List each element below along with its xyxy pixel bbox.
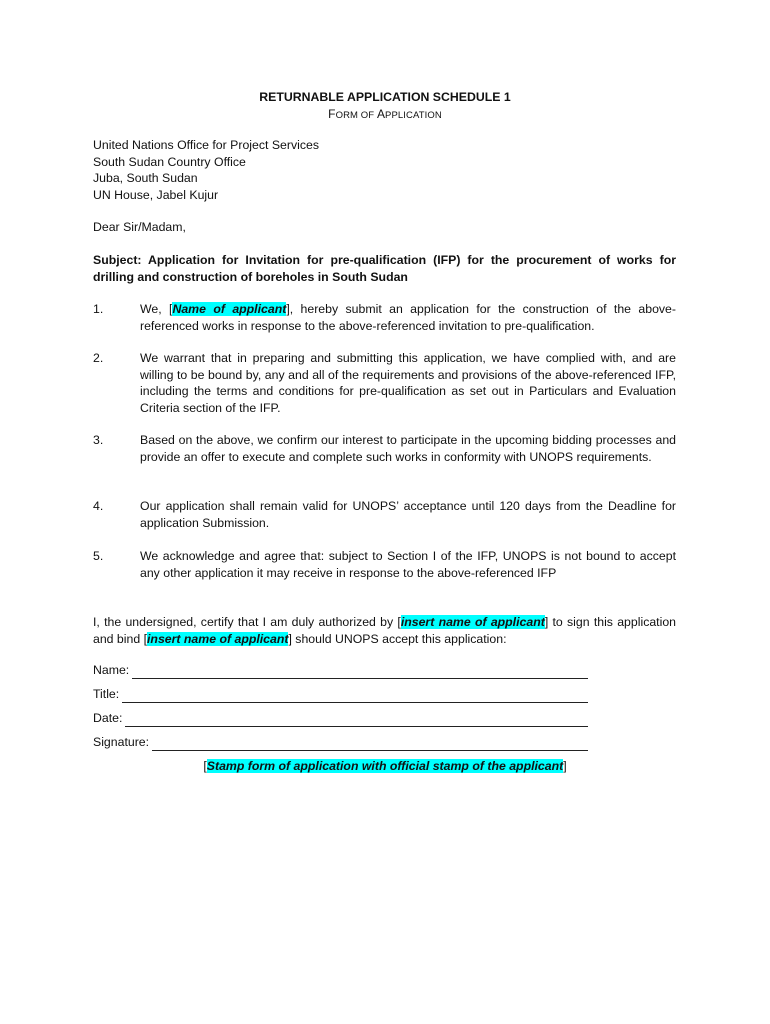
name-label: Name: <box>93 663 130 677</box>
address-line: Juba, South Sudan <box>93 171 198 185</box>
date-label: Date: <box>93 711 123 725</box>
subtitle-pplication: PPLICATION <box>385 110 442 121</box>
stamp-bracket-open: [ <box>203 759 207 773</box>
item-text: Based on the above, we confirm our interest to participate in the upcoming bidding processes and provide an offer to execute and complete such works in conformity with UNOPS requirements. <box>140 433 676 464</box>
item-text-post: ], hereby submit an application for the construction of the above-referenced works in response to the above-referenced invitation to pre-qualification. <box>140 302 676 333</box>
applicant-name-placeholder: insert name of applicant <box>400 615 545 629</box>
address-line: South Sudan Country Office <box>93 154 246 169</box>
applicant-name-placeholder: insert name of applicant <box>147 631 289 646</box>
stamp-bracket-close: ] <box>563 759 567 773</box>
title-field[interactable] <box>93 686 588 703</box>
item-text <box>140 301 676 334</box>
list-item <box>93 432 676 465</box>
list-item <box>93 498 676 531</box>
date-field[interactable] <box>93 710 588 727</box>
date-blank-line[interactable] <box>125 714 588 727</box>
certification-statement <box>93 614 676 647</box>
list-item <box>93 548 676 581</box>
item-number: 2. <box>93 351 104 365</box>
schedule-title: RETURNABLE APPLICATION SCHEDULE 1 <box>259 90 511 104</box>
item-number: 5. <box>93 549 104 563</box>
stamp-instruction <box>0 758 770 775</box>
address-line: UN House, Jabel Kujur <box>93 187 219 202</box>
form-subtitle <box>0 106 770 125</box>
applicant-name-placeholder: Name of applicant <box>172 302 287 316</box>
certify-text: I, the undersigned, certify that I am duly authorized by [ <box>93 615 401 629</box>
list-item <box>93 350 676 416</box>
stamp-placeholder: Stamp form of application with official stamp of the applicant <box>206 759 564 773</box>
item-text: Our application shall remain valid for UNOPS’ acceptance until 120 days from the Deadline for application Submission. <box>140 499 676 530</box>
title-label: Title: <box>93 687 120 701</box>
title-blank-line[interactable] <box>122 690 588 703</box>
signature-blank-line[interactable] <box>152 738 588 751</box>
signature-field[interactable] <box>93 734 588 751</box>
item-text: We warrant that in preparing and submitting this application, we have complied with, and are willing to be bound by, any and all of the requirements and provisions of the above-referenced IFP, including the terms and conditions for pre-qualification as set out in Particulars and Evaluation Criteria section of the IFP. <box>140 351 676 415</box>
item-text: We acknowledge and agree that: subject to Section I of the IFP, UNOPS is not bound to accept any other application it may receive in response to the above-referenced IFP <box>140 549 676 580</box>
name-field[interactable] <box>93 662 588 679</box>
salutation: Dear Sir/Madam, <box>93 220 186 234</box>
item-text-pre: We, [ <box>140 302 173 316</box>
list-item <box>93 301 676 334</box>
name-blank-line[interactable] <box>132 666 588 679</box>
subject-line: Subject: Application for Invitation for pre-qualification (IFP) for the procurement of works for drilling and construction of boreholes in South Sudan <box>93 253 676 284</box>
recipient-address <box>93 137 319 203</box>
subtitle-initial-a: A <box>376 107 386 121</box>
item-number: 1. <box>93 302 104 316</box>
subtitle-initial-f: F <box>328 107 336 121</box>
item-number: 3. <box>93 433 104 447</box>
signature-label: Signature: <box>93 735 150 749</box>
item-number: 4. <box>93 499 104 513</box>
certify-text: ] should UNOPS accept this application: <box>288 631 507 646</box>
subtitle-orm: ORM OF <box>335 110 377 121</box>
certify-text: ] to sign this application and bind [ <box>93 615 677 646</box>
address-line: United Nations Office for Project Services <box>93 138 319 152</box>
